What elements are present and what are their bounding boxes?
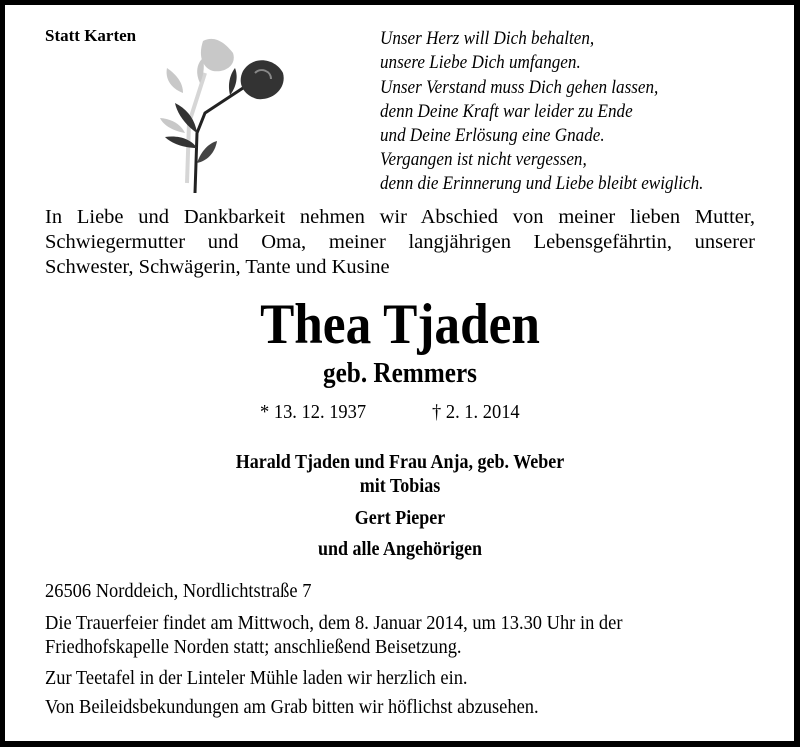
deceased-name: Thea Tjaden [260, 293, 540, 356]
mourner-line: und alle Angehörigen [317, 538, 483, 560]
address: 26506 Norddeich, Nordlichtstraße 7 [45, 580, 312, 602]
intro-line: Schwiegermutter und Oma, meiner langjährigen Lebensgefährtin, unserer [45, 231, 755, 253]
statt-karten-label: Statt Karten [45, 26, 137, 45]
mourner-line: mit Tobias [359, 475, 441, 497]
poem-line: unsere Liebe Dich umfangen. [380, 52, 581, 73]
poem-line: und Deine Erlösung eine Gnade. [380, 125, 605, 146]
intro-line: In Liebe und Dankbarkeit nehmen wir Abschied von meiner lieben Mutter, [45, 206, 755, 228]
mourner-line: Harald Tjaden und Frau Anja, geb. Weber [235, 451, 565, 473]
intro-paragraph [45, 205, 755, 280]
poem-line: Vergangen ist nicht vergessen, [380, 149, 587, 170]
death-date: † 2. 1. 2014 [432, 401, 520, 423]
note-line: Von Beileidsbekundungen am Grab bitten wir höflichst abzusehen. [45, 696, 539, 718]
note-line: Die Trauerfeier findet am Mittwoch, dem 8. Januar 2014, um 13.30 Uhr in der [45, 612, 623, 634]
birth-date: * 13. 12. 1937 [260, 401, 367, 423]
maiden-name: geb. Remmers [323, 358, 477, 389]
poem-line: denn Deine Kraft war leider zu Ende [380, 101, 633, 122]
intro-line: Schwester, Schwägerin, Tante und Kusine [45, 256, 390, 278]
poem-line: denn die Erinnerung und Liebe bleibt ewiglich. [380, 173, 704, 194]
rose-illustration [125, 33, 295, 203]
poem-line: Unser Verstand muss Dich gehen lassen, [380, 77, 659, 98]
note-line: Zur Teetafel in der Linteler Mühle laden wir herzlich ein. [45, 667, 468, 689]
poem-line: Unser Herz will Dich behalten, [380, 28, 595, 49]
mourner-line: Gert Pieper [354, 507, 446, 529]
note-line: Friedhofskapelle Norden statt; anschließend Beisetzung. [45, 636, 462, 658]
